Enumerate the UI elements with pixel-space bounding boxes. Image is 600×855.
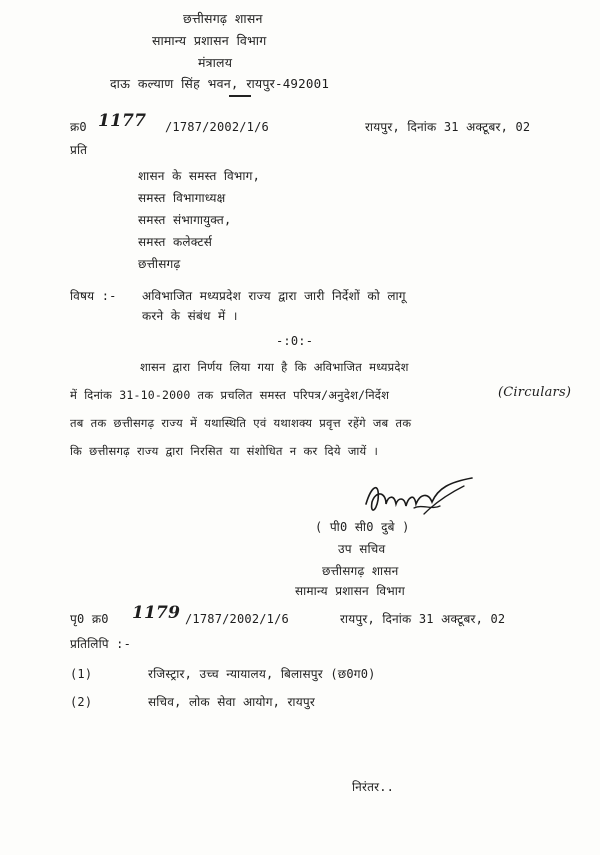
header-dept: सामान्य प्रशासन विभाग xyxy=(152,33,267,48)
header-underline xyxy=(229,95,251,97)
memo-place-date: रायपुर, दिनांक 31 अक्टूबर, 02 xyxy=(365,120,531,134)
memo-number-prefix: क्र0 xyxy=(70,120,87,134)
copy-item-2-number: (2) xyxy=(70,695,93,709)
copy-label: प्रतिलिपि :- xyxy=(70,637,132,651)
recipient-5: छत्तीसगढ़ xyxy=(138,257,181,271)
to-label: प्रति xyxy=(70,143,88,157)
signatory-govt: छत्तीसगढ़ शासन xyxy=(322,564,399,578)
endorsement-place-date: रायपुर, दिनांक 31 अक्टूबर, 02 xyxy=(340,612,506,626)
body-line-4: कि छत्तीसगढ़ राज्य द्वारा निरसित या संशोधित न कर दिये जायें । xyxy=(70,444,379,458)
copy-item-1-number: (1) xyxy=(70,667,93,681)
signatory-dept: सामान्य प्रशासन विभाग xyxy=(295,584,406,598)
subject-line-2: करने के संबंध में । xyxy=(142,309,238,323)
memo-file-ref: /1787/2002/1/6 xyxy=(165,120,269,134)
signatory-designation: उप सचिव xyxy=(338,542,386,556)
copy-item-2-text: सचिव, लोक सेवा आयोग, रायपुर xyxy=(148,695,316,709)
body-circulars-note: (Circulars) xyxy=(498,385,572,400)
signature-icon xyxy=(362,474,477,526)
body-line-3: तब तक छत्तीसगढ़ राज्य में यथास्थिति एवं यथाशक्य प्रवृत्त रहेंगे जब तक xyxy=(70,416,412,430)
recipient-3: समस्त संभागायुक्त, xyxy=(138,213,232,227)
recipient-1: शासन के समस्त विभाग, xyxy=(138,169,261,183)
memo-number-handwritten: 1177 xyxy=(98,111,147,131)
recipient-2: समस्त विभागाध्यक्ष xyxy=(138,191,226,205)
signatory-name: ( पी0 सी0 दुबे ) xyxy=(315,520,410,534)
body-line-1: शासन द्वारा निर्णय लिया गया है कि अविभाजित मध्यप्रदेश xyxy=(140,360,409,374)
section-divider: -:0:- xyxy=(276,334,314,348)
signature xyxy=(362,474,477,526)
closing-text: निरंतर.. xyxy=(352,780,395,794)
endorsement-number-prefix: पृ0 क्र0 xyxy=(70,612,109,626)
copy-item-1-text: रजिस्ट्रार, उच्च न्यायालय, बिलासपुर (छ0ग0) xyxy=(148,667,376,681)
header-address: दाऊ कल्याण सिंह भवन, रायपुर-492001 xyxy=(110,76,330,91)
subject-label: विषय :- xyxy=(70,289,117,303)
header-office: मंत्रालय xyxy=(198,55,233,70)
header-govt: छत्तीसगढ़ शासन xyxy=(183,11,263,26)
subject-line-1: अविभाजित मध्यप्रदेश राज्य द्वारा जारी निर्देशों को लागू xyxy=(142,289,406,303)
endorsement-file-ref: /1787/2002/1/6 xyxy=(185,612,289,626)
endorsement-number-handwritten: 1179 xyxy=(132,603,181,623)
recipient-4: समस्त कलेक्टर्स xyxy=(138,235,213,249)
body-line-2: में दिनांक 31-10-2000 तक प्रचलित समस्त परिपत्र/अनुदेश/निर्देश xyxy=(70,388,390,402)
